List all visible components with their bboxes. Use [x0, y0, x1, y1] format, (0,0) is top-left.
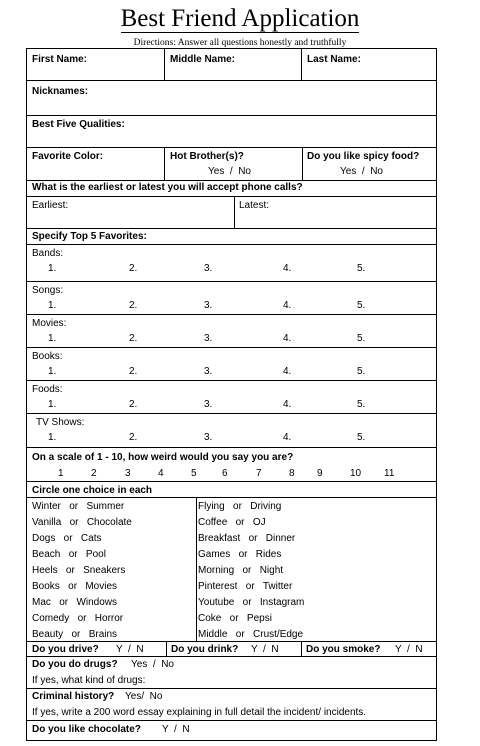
divider: [26, 481, 437, 482]
scale-number[interactable]: 7: [256, 468, 262, 479]
choice-pair-left[interactable]: Comedy or Horror: [32, 613, 124, 624]
column-divider: [164, 48, 165, 80]
rank-number: 5.: [357, 399, 366, 410]
criminal-history-question: Criminal history?: [32, 691, 115, 702]
choice-pair-left[interactable]: Mac or Windows: [32, 597, 118, 608]
divider: [26, 281, 437, 282]
favorites-heading: Specify Top 5 Favorites:: [32, 231, 147, 242]
latest-label: Latest:: [239, 200, 270, 211]
rank-number: 4.: [283, 300, 292, 311]
smoke-question: Do you smoke?: [306, 644, 381, 655]
divider: [26, 380, 437, 381]
rank-number: 2.: [129, 300, 138, 311]
drink-question: Do you drink?: [171, 644, 239, 655]
rank-number: 3.: [204, 333, 213, 344]
qualities-label: Best Five Qualities:: [32, 119, 125, 130]
divider: [26, 244, 437, 245]
choice-pair-right[interactable]: Coke or Pepsi: [198, 613, 272, 624]
divider: [26, 115, 437, 116]
rank-number: 2.: [129, 399, 138, 410]
choice-pair-right[interactable]: Coffee or OJ: [198, 517, 266, 528]
divider: [26, 147, 437, 148]
rank-number: 3.: [204, 263, 213, 274]
favorite-category-label: TV Shows:: [36, 417, 85, 428]
choice-pair-right[interactable]: Morning or Night: [198, 565, 284, 576]
choice-pair-right[interactable]: Breakfast or Dinner: [198, 533, 296, 544]
drugs-follow-up: If yes, what kind of drugs:: [32, 675, 146, 686]
choice-pair-right[interactable]: Youtube or Instagram: [198, 597, 305, 608]
choice-pair-right[interactable]: Middle or Crust/Edge: [198, 629, 304, 640]
earliest-label: Earliest:: [32, 200, 69, 211]
rank-number: 2.: [129, 366, 138, 377]
rank-number: 1.: [48, 263, 57, 274]
rank-number: 1.: [48, 300, 57, 311]
rank-number: 3.: [204, 432, 213, 443]
divider: [26, 80, 437, 81]
favorite-category-label: Books:: [32, 351, 63, 362]
rank-number: 5.: [357, 432, 366, 443]
column-divider: [196, 497, 197, 641]
scale-number[interactable]: 2: [91, 468, 97, 479]
spicy-food-options: Yes / No: [340, 166, 383, 177]
scale-number[interactable]: 8: [289, 468, 295, 479]
divider: [26, 228, 437, 229]
column-divider: [302, 147, 303, 180]
middle-name-label: Middle Name:: [170, 54, 236, 65]
drugs-question: Do you do drugs?: [32, 659, 118, 670]
rank-number: 1.: [48, 432, 57, 443]
circle-choice-heading: Circle one choice in each: [32, 485, 153, 496]
choice-pair-left[interactable]: Vanilla or Chocolate: [32, 517, 132, 528]
column-divider: [166, 641, 167, 656]
favorite-category-label: Foods:: [32, 384, 63, 395]
column-divider: [164, 147, 165, 180]
rank-number: 3.: [204, 300, 213, 311]
drive-options: Y / N: [116, 644, 144, 655]
directions-text: Directions: Answer all questions honestly and truthfully: [133, 38, 347, 48]
spicy-food-label: Do you like spicy food?: [307, 151, 420, 162]
divider: [26, 196, 437, 197]
divider: [26, 347, 437, 348]
divider: [26, 180, 437, 181]
hot-brother-options: Yes / No: [208, 166, 251, 177]
criminal-history-options: Yes/ No: [125, 691, 163, 702]
divider: [26, 641, 437, 642]
scale-number[interactable]: 1: [58, 468, 64, 479]
choice-pair-left[interactable]: Winter or Summer: [32, 501, 125, 512]
scale-number[interactable]: 9: [317, 468, 323, 479]
scale-number[interactable]: 4: [158, 468, 164, 479]
rank-number: 5.: [357, 366, 366, 377]
scale-number[interactable]: 3: [125, 468, 131, 479]
drive-question: Do you drive?: [32, 644, 99, 655]
smoke-options: Y / N: [395, 644, 423, 655]
rank-number: 4.: [283, 263, 292, 274]
divider: [26, 447, 437, 448]
choice-pair-right[interactable]: Pinterest or Twitter: [198, 581, 293, 592]
rank-number: 3.: [204, 366, 213, 377]
first-name-label: First Name:: [32, 54, 88, 65]
rank-number: 4.: [283, 432, 292, 443]
rank-number: 2.: [129, 333, 138, 344]
weird-scale-question: On a scale of 1 - 10, how weird would you say you are?: [32, 452, 294, 463]
chocolate-options: Y / N: [162, 724, 190, 735]
favorite-category-label: Songs:: [32, 285, 64, 296]
favorite-color-label: Favorite Color:: [32, 151, 104, 162]
drink-options: Y / N: [251, 644, 279, 655]
favorite-category-label: Movies:: [32, 318, 67, 329]
rank-number: 1.: [48, 333, 57, 344]
rank-number: 4.: [283, 333, 292, 344]
divider: [26, 497, 437, 498]
rank-number: 5.: [357, 300, 366, 311]
last-name-label: Last Name:: [307, 54, 361, 65]
scale-number[interactable]: 5: [191, 468, 197, 479]
scale-number[interactable]: 11: [384, 468, 395, 479]
choice-pair-right[interactable]: Games or Rides: [198, 549, 282, 560]
divider: [26, 656, 437, 657]
phone-calls-question: What is the earliest or latest you will accept phone calls?: [32, 182, 303, 193]
rank-number: 1.: [48, 366, 57, 377]
rank-number: 2.: [129, 432, 138, 443]
rank-number: 4.: [283, 366, 292, 377]
choice-pair-right[interactable]: Flying or Driving: [198, 501, 282, 512]
choice-pair-left[interactable]: Beach or Pool: [32, 549, 106, 560]
nicknames-label: Nicknames:: [32, 86, 89, 97]
column-divider: [301, 641, 302, 656]
chocolate-question: Do you like chocolate?: [32, 724, 141, 735]
divider: [26, 413, 437, 414]
rank-number: 5.: [357, 333, 366, 344]
rank-number: 5.: [357, 263, 366, 274]
rank-number: 2.: [129, 263, 138, 274]
criminal-follow-up: If yes, write a 200 word essay explaining in full detail the incident/ incidents.: [32, 707, 367, 718]
rank-number: 3.: [204, 399, 213, 410]
divider: [26, 688, 437, 689]
column-divider: [234, 196, 235, 228]
scale-number[interactable]: 6: [222, 468, 228, 479]
rank-number: 1.: [48, 399, 57, 410]
favorite-category-label: Bands:: [32, 248, 64, 259]
rank-number: 4.: [283, 399, 292, 410]
choice-pair-left[interactable]: Books or Movies: [32, 581, 118, 592]
divider: [26, 314, 437, 315]
page-title: Best Friend Application: [120, 5, 360, 32]
drugs-options: Yes / No: [131, 659, 174, 670]
column-divider: [301, 48, 302, 80]
divider: [26, 720, 437, 721]
choice-pair-left[interactable]: Heels or Sneakers: [32, 565, 126, 576]
choice-pair-left[interactable]: Beauty or Brains: [32, 629, 118, 640]
hot-brother-label: Hot Brother(s)?: [170, 151, 244, 162]
scale-number[interactable]: 10: [350, 468, 362, 479]
choice-pair-left[interactable]: Dogs or Cats: [32, 533, 102, 544]
